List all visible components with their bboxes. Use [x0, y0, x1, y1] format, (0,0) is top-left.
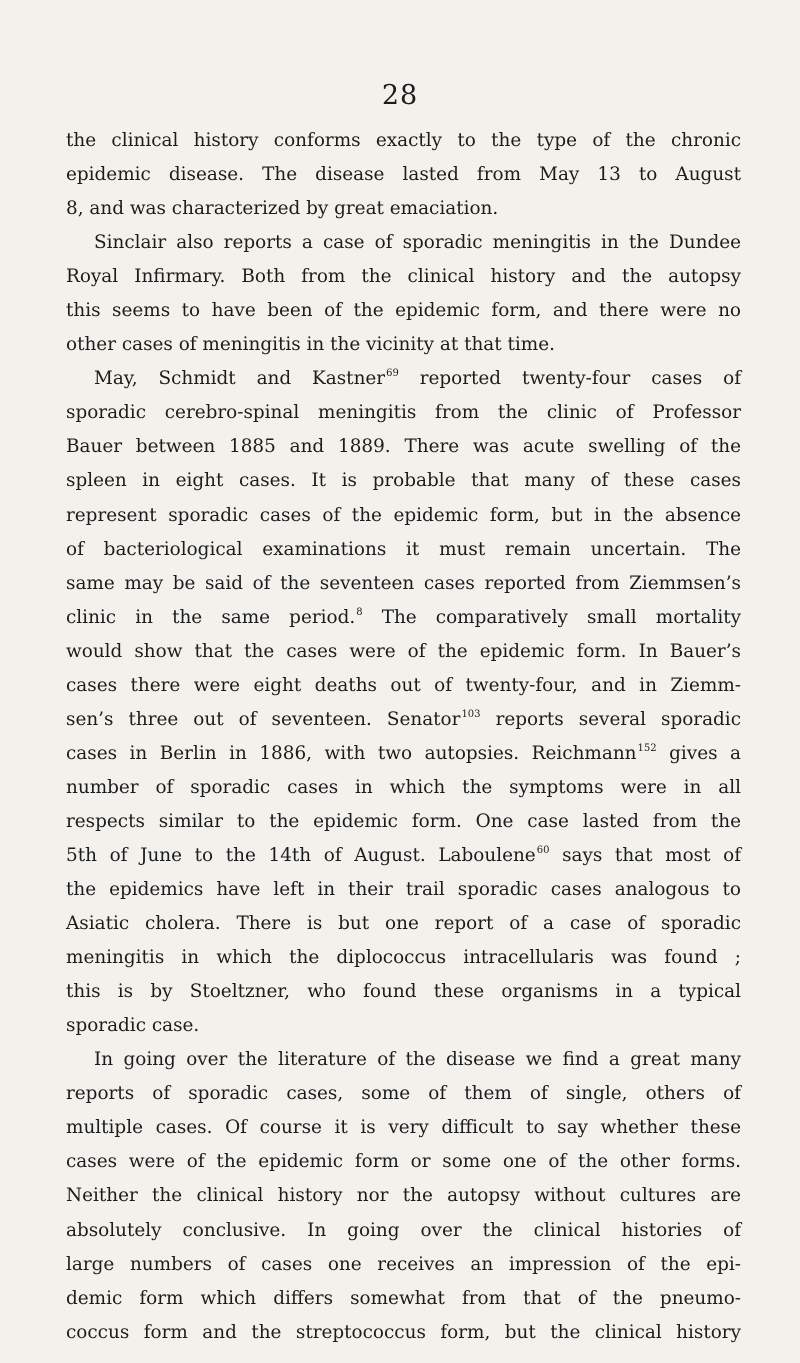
text-line: respects similar to the epidemic form. One case lasted from the — [66, 810, 741, 832]
text-line — [66, 839, 741, 873]
text-line: large numbers of cases one receives an impression of the epi- — [66, 1253, 741, 1275]
text-line: sporadic cerebro-spinal meningitis from the clinic of Professor — [66, 402, 741, 424]
text-line: In going over the literature of the disease we find a great many — [94, 1049, 741, 1071]
citation-superscript: 69 — [386, 368, 399, 380]
text-line — [66, 362, 741, 396]
text-run: sen’s three out of seventeen. Senator — [66, 708, 461, 730]
text-run: 5th of June to the 14th of August. Laboulene — [66, 844, 536, 866]
text-line: meningitis in which the diplococcus intracellularis was found ; — [66, 947, 741, 969]
text-line: coccus form and the streptococcus form, but the clinical history — [66, 1321, 741, 1343]
text-line: demic form which differs somewhat from that of the pneumo- — [66, 1287, 741, 1309]
text-line: cases were of the epidemic form or some one of the other forms. — [66, 1151, 741, 1173]
text-line: Sinclair also reports a case of sporadic meningitis in the Dundee — [94, 232, 741, 254]
text-run: gives a — [656, 742, 741, 764]
text-line: cases there were eight deaths out of twenty-four, and in Ziemm- — [66, 674, 741, 696]
citation-superscript: 103 — [461, 708, 481, 720]
text-line: other cases of meningitis in the vicinity at that time. — [66, 334, 555, 356]
text-line: number of sporadic cases in which the symptoms were in all — [66, 776, 741, 798]
text-line: same may be said of the seventeen cases reported from Ziemmsen’s — [66, 572, 741, 594]
text-line: reports of sporadic cases, some of them of single, others of — [66, 1083, 741, 1105]
citation-superscript: 152 — [637, 742, 657, 754]
text-line: sporadic case. — [66, 1015, 200, 1037]
text-line: of bacteriological examinations it must remain uncertain. The — [66, 538, 741, 560]
body-text — [66, 124, 741, 1350]
text-line: epidemic disease. The disease lasted from May 13 to August — [66, 164, 741, 186]
text-run: The comparatively small mortality — [362, 606, 741, 628]
text-run: reported twenty-four cases of — [398, 368, 742, 390]
text-line — [66, 737, 741, 771]
text-line: represent sporadic cases of the epidemic form, but in the absence — [66, 504, 741, 526]
text-run: cases in Berlin in 1886, with two autopsies. Reichmann — [66, 742, 637, 764]
text-line — [66, 703, 741, 737]
text-line: absolutely conclusive. In going over the clinical histories of — [66, 1219, 741, 1241]
text-line: this seems to have been of the epidemic form, and there were no — [66, 300, 741, 322]
text-line: Bauer between 1885 and 1889. There was acute swelling of the — [66, 436, 741, 458]
text-line: spleen in eight cases. It is probable that many of these cases — [66, 470, 741, 492]
text-line: this is by Stoeltzner, who found these organisms in a typical — [66, 981, 741, 1003]
text-run: clinic in the same period. — [66, 606, 356, 628]
text-line: Royal Infirmary. Both from the clinical history and the autopsy — [66, 266, 741, 288]
text-line: multiple cases. Of course it is very difficult to say whether these — [66, 1117, 741, 1139]
text-line: 8, and was characterized by great emaciation. — [66, 198, 499, 220]
text-line: would show that the cases were of the epidemic form. In Bauer’s — [66, 640, 741, 662]
text-line: Asiatic cholera. There is but one report of a case of sporadic — [66, 913, 741, 935]
text-line — [66, 601, 741, 635]
citation-superscript: 60 — [536, 844, 550, 856]
text-line: Neither the clinical history nor the autopsy without cultures are — [66, 1185, 741, 1207]
text-run: says that most of — [549, 844, 742, 866]
citation-superscript: 8 — [356, 606, 363, 618]
text-line: the clinical history conforms exactly to the type of the chronic — [66, 130, 741, 151]
page-number: 28 — [381, 80, 419, 111]
text-line: the epidemics have left in their trail sporadic cases analogous to — [66, 879, 741, 901]
text-run: reports several sporadic — [480, 708, 741, 730]
text-run: May, Schmidt and Kastner — [94, 368, 386, 390]
